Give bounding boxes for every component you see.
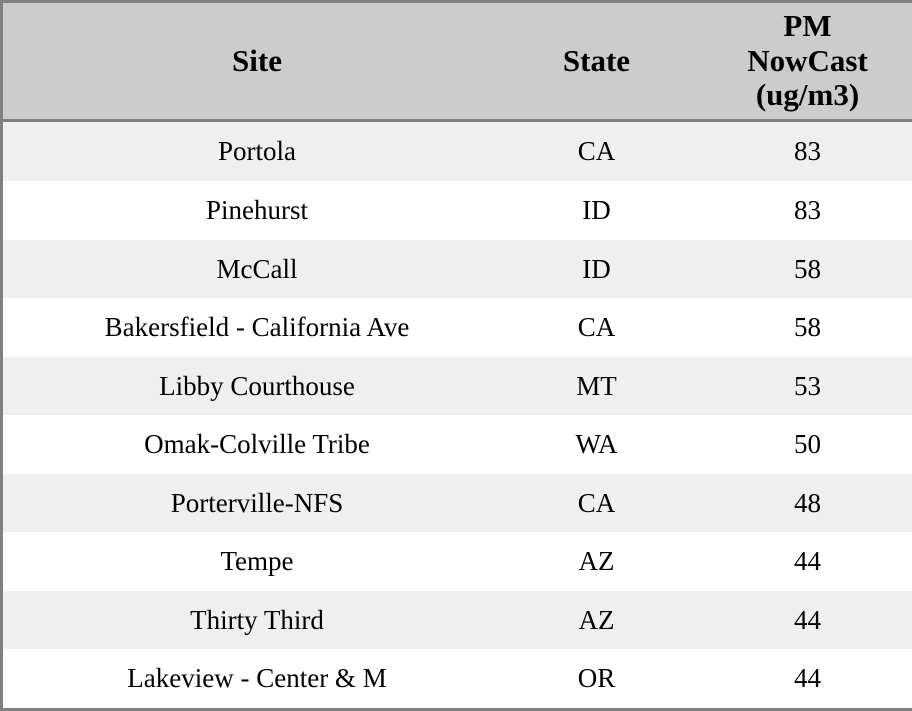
cell-site: McCall [3, 240, 511, 299]
column-header-pm-nowcast[interactable] [682, 3, 912, 121]
cell-state: AZ [511, 591, 682, 650]
cell-value: 83 [682, 181, 912, 240]
cell-value: 83 [682, 121, 912, 182]
column-header-state[interactable] [511, 3, 682, 121]
column-header-site-label: Site [232, 42, 282, 78]
pm-nowcast-table [3, 3, 912, 708]
cell-value: 58 [682, 240, 912, 299]
cell-value: 50 [682, 415, 912, 474]
cell-site: Libby Courthouse [3, 357, 511, 416]
table-row [3, 240, 912, 299]
cell-site: Bakersfield - California Ave [3, 298, 511, 357]
cell-site: Lakeview - Center & M [3, 649, 511, 708]
cell-value: 44 [682, 591, 912, 650]
table-header [3, 3, 912, 121]
cell-site: Porterville-NFS [3, 474, 511, 533]
cell-site: Tempe [3, 532, 511, 591]
table-body [3, 121, 912, 708]
table-row [3, 121, 912, 182]
cell-site: Pinehurst [3, 181, 511, 240]
cell-site: Thirty Third [3, 591, 511, 650]
cell-state: CA [511, 474, 682, 533]
cell-value: 58 [682, 298, 912, 357]
column-header-pm-nowcast-line2: NowCast [747, 42, 868, 78]
column-header-pm-nowcast-line1: PM [783, 8, 832, 43]
cell-value: 48 [682, 474, 912, 533]
table-row [3, 649, 912, 708]
table-header-row [3, 3, 912, 121]
table-row [3, 474, 912, 533]
cell-state: ID [511, 181, 682, 240]
cell-state: CA [511, 298, 682, 357]
cell-site: Omak-Colville Tribe [3, 415, 511, 474]
cell-value: 44 [682, 532, 912, 591]
column-header-state-label: State [562, 42, 631, 78]
table-row [3, 415, 912, 474]
table-row [3, 357, 912, 416]
table-row [3, 591, 912, 650]
table-row [3, 532, 912, 591]
cell-state: OR [511, 649, 682, 708]
cell-site: Portola [3, 121, 511, 182]
cell-value: 53 [682, 357, 912, 416]
table-row [3, 181, 912, 240]
cell-value: 44 [682, 649, 912, 708]
cell-state: ID [511, 240, 682, 299]
column-header-site[interactable] [3, 3, 511, 121]
cell-state: WA [511, 415, 682, 474]
table-row [3, 298, 912, 357]
column-header-pm-nowcast-line3: (ug/m3) [755, 77, 860, 113]
cell-state: MT [511, 357, 682, 416]
cell-state: AZ [511, 532, 682, 591]
cell-state: CA [511, 121, 682, 182]
